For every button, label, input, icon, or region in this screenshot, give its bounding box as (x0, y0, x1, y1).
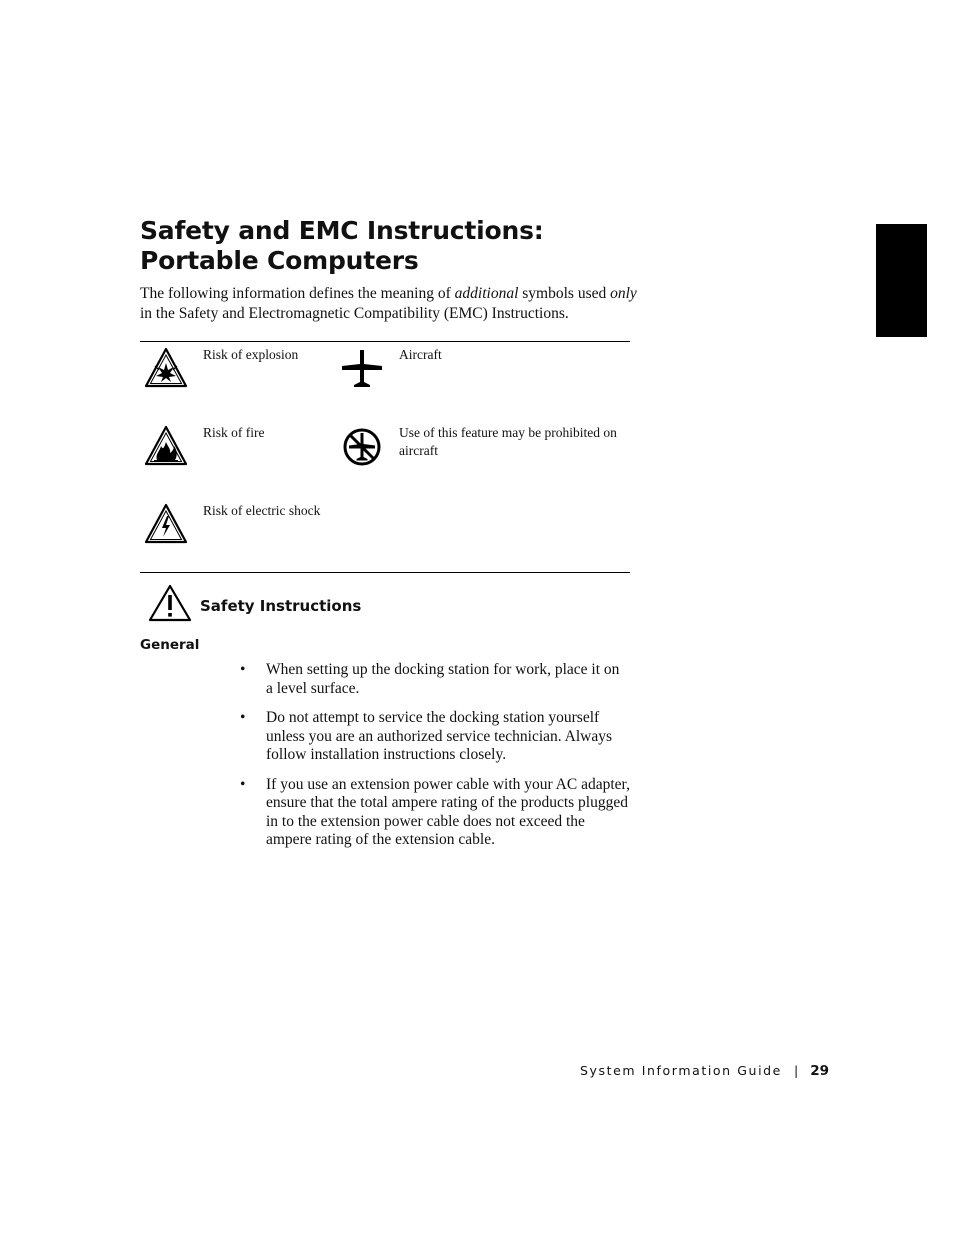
aircraft-prohibited-icon (339, 424, 385, 470)
page-number: 29 (810, 1063, 829, 1079)
aircraft-icon (339, 346, 385, 392)
safety-bullet-list (240, 661, 630, 861)
general-subheading: General (140, 637, 200, 653)
intro-paragraph: The following information defines the meaning of additional symbols used only in the Safety and Electromagnetic Compatibility (EMC) Instructions. (140, 285, 637, 322)
safety-instructions-heading: Safety Instructions (200, 597, 362, 615)
explosion-warning-icon (143, 346, 189, 392)
page-footer (580, 1062, 829, 1080)
emphasis-additional: additional (454, 285, 519, 302)
symbol-table-bottom-rule (140, 572, 630, 573)
chapter-tab-marker (876, 224, 927, 337)
list-item: • If you use an extension power cable with your AC adapter, ensure that the total ampere rating of the products plugged in to the extension power cable does not exceed the ampere rating of the extension cable. (240, 775, 630, 848)
bullet-icon: • (240, 775, 246, 793)
bullet-icon: • (240, 661, 246, 678)
page-title: Safety and EMC Instructions: Portable Computers (140, 216, 544, 275)
symbol-label-aircraft-prohibited: Use of this feature may be prohibited on aircraft (399, 425, 617, 458)
bullet-icon: • (240, 709, 246, 726)
symbol-label-fire: Risk of fire (203, 425, 265, 440)
fire-warning-icon (143, 424, 189, 470)
emphasis-only: only (610, 285, 637, 302)
footer-separator: | (793, 1063, 799, 1078)
symbol-table-top-rule (140, 341, 630, 342)
list-item: • When setting up the docking station for work, place it on a level surface. (240, 661, 620, 697)
symbol-label-aircraft: Aircraft (399, 347, 442, 362)
electric-shock-warning-icon (143, 502, 189, 548)
footer-guide-title: System Information Guide (579, 1063, 782, 1078)
caution-triangle-icon (148, 584, 192, 622)
symbol-label-explosion: Risk of explosion (203, 347, 299, 362)
symbol-label-electric-shock: Risk of electric shock (203, 503, 321, 518)
list-item: • Do not attempt to service the docking station yourself unless you are an authorized service technician. Always follow installation instructions closely. (240, 709, 613, 763)
